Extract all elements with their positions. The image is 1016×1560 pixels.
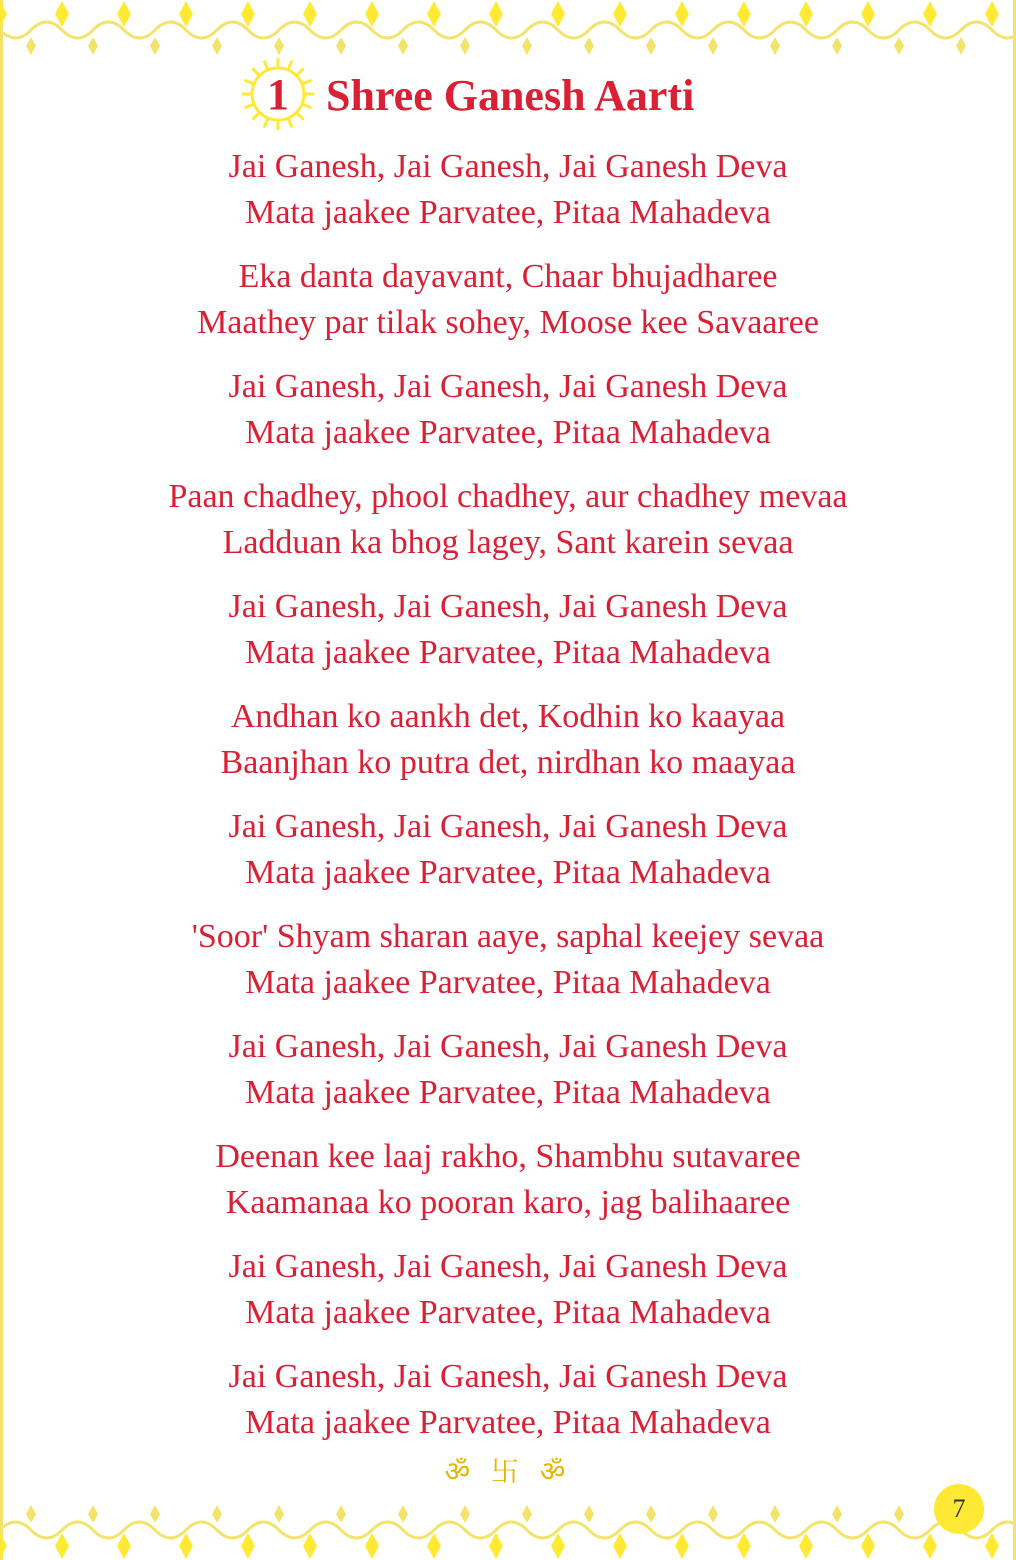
border-diamond (799, 1533, 813, 1559)
border-diamond-small (26, 37, 36, 55)
border-diamond (489, 1533, 503, 1559)
border-diamond-small (460, 1505, 470, 1523)
border-diamond (861, 1, 875, 27)
border-diamond-small (646, 37, 656, 55)
verse (0, 914, 1016, 1006)
border-diamond-small (150, 37, 160, 55)
border-diamond-small (522, 37, 532, 55)
border-diamond (737, 1533, 751, 1559)
border-diamond-small (832, 37, 842, 55)
border-diamond (0, 1, 7, 27)
border-diamond-small (770, 37, 780, 55)
verse-line: Ladduan ka bhog lagey, Sant karein sevaa (222, 524, 794, 561)
page-number-badge (934, 1484, 984, 1534)
verse-line: Jai Ganesh, Jai Ganesh, Jai Ganesh Deva (228, 588, 788, 625)
border-diamond (985, 1, 999, 27)
verse-line: Jai Ganesh, Jai Ganesh, Jai Ganesh Deva (228, 808, 788, 845)
page-number: 7 (952, 1494, 966, 1523)
border-diamond (861, 1533, 875, 1559)
verse (0, 144, 1016, 236)
verse-line: Deenan kee laaj rakho, Shambhu sutavaree (215, 1138, 801, 1175)
border-diamond (675, 1533, 689, 1559)
border-diamond-small (398, 37, 408, 55)
verse-line: Mata jaakee Parvatee, Pitaa Mahadeva (245, 414, 771, 451)
verse-line: Andhan ko aankh det, Kodhin ko kaayaa (230, 698, 786, 735)
verse-line: Maathey par tilak sohey, Moose kee Savaaree (197, 304, 819, 341)
border-diamond-small (274, 37, 284, 55)
verse-line: Mata jaakee Parvatee, Pitaa Mahadeva (245, 854, 771, 891)
border-diamond (0, 1533, 7, 1559)
verse-line: Jai Ganesh, Jai Ganesh, Jai Ganesh Deva (228, 1028, 788, 1065)
border-diamond-small (894, 37, 904, 55)
border-diamond (613, 1, 627, 27)
verse-line: Kaamanaa ko pooran karo, jag balihaaree (225, 1184, 791, 1221)
border-diamond-small (460, 37, 470, 55)
border-diamond-small (584, 1505, 594, 1523)
border-diamond (675, 1, 689, 27)
border-diamond (179, 1, 193, 27)
verse-line: Paan chadhey, phool chadhey, aur chadhey mevaa (168, 478, 848, 515)
verse-line: Mata jaakee Parvatee, Pitaa Mahadeva (245, 634, 771, 671)
verse-line: Eka danta dayavant, Chaar bhujadharee (238, 258, 778, 295)
border-diamond-small (88, 1505, 98, 1523)
border-diamond-small (646, 1505, 656, 1523)
border-diamond (737, 1, 751, 27)
verse-line: Jai Ganesh, Jai Ganesh, Jai Ganesh Deva (228, 1358, 788, 1395)
verse (0, 474, 1016, 566)
verse (0, 364, 1016, 456)
border-diamond (427, 1533, 441, 1559)
border-diamond (365, 1533, 379, 1559)
verse (0, 1024, 1016, 1116)
verse (0, 804, 1016, 896)
verse-line: Mata jaakee Parvatee, Pitaa Mahadeva (245, 194, 771, 231)
border-diamond-small (956, 37, 966, 55)
border-diamond-small (522, 1505, 532, 1523)
border-diamond (365, 1, 379, 27)
border-diamond (551, 1, 565, 27)
border-diamond-small (274, 1505, 284, 1523)
border-diamond (179, 1533, 193, 1559)
border-diamond (923, 1533, 937, 1559)
border-diamond-small (894, 1505, 904, 1523)
verse-line: Mata jaakee Parvatee, Pitaa Mahadeva (245, 1404, 771, 1441)
border-diamond-small (770, 1505, 780, 1523)
verse-line: Jai Ganesh, Jai Ganesh, Jai Ganesh Deva (228, 368, 788, 405)
verse-line: 'Soor' Shyam sharan aaye, saphal keejey sevaa (191, 918, 825, 955)
verse-line: Mata jaakee Parvatee, Pitaa Mahadeva (245, 1294, 771, 1331)
border-diamond-small (336, 1505, 346, 1523)
border-diamond-small (336, 37, 346, 55)
verse (0, 1244, 1016, 1336)
border-wave (0, 1522, 1016, 1538)
border-diamond (117, 1, 131, 27)
verse (0, 694, 1016, 786)
border-diamond-small (708, 1505, 718, 1523)
border-diamond (489, 1, 503, 27)
border-wave (0, 22, 1016, 38)
top-decorative-border (0, 0, 1016, 60)
border-diamond (117, 1533, 131, 1559)
border-diamond (241, 1533, 255, 1559)
border-diamond-small (88, 37, 98, 55)
border-diamond-small (212, 1505, 222, 1523)
border-diamond-small (584, 37, 594, 55)
border-diamond-small (832, 1505, 842, 1523)
border-diamond (799, 1, 813, 27)
heading (0, 58, 1016, 130)
verse-line: Jai Ganesh, Jai Ganesh, Jai Ganesh Deva (228, 148, 788, 185)
verse (0, 584, 1016, 676)
verse-line: Mata jaakee Parvatee, Pitaa Mahadeva (245, 964, 771, 1001)
bottom-decorative-border (0, 1500, 1016, 1560)
border-diamond-small (708, 37, 718, 55)
border-diamond-small (150, 1505, 160, 1523)
verse-line: Jai Ganesh, Jai Ganesh, Jai Ganesh Deva (228, 1248, 788, 1285)
border-diamond-small (26, 1505, 36, 1523)
border-diamond (55, 1, 69, 27)
verse (0, 254, 1016, 346)
border-diamond (303, 1, 317, 27)
border-diamond (985, 1533, 999, 1559)
border-diamond (55, 1533, 69, 1559)
border-diamond (613, 1533, 627, 1559)
verse-line: Baanjhan ko putra det, nirdhan ko maayaa (220, 744, 796, 781)
border-diamond (923, 1, 937, 27)
border-diamond-small (212, 37, 222, 55)
border-diamond (551, 1533, 565, 1559)
page-title: Shree Ganesh Aarti (326, 71, 695, 120)
border-diamond-small (398, 1505, 408, 1523)
om-swastika-ornament: ॐ 卐 ॐ (444, 1455, 572, 1488)
verse (0, 1354, 1016, 1446)
verse-line: Mata jaakee Parvatee, Pitaa Mahadeva (245, 1074, 771, 1111)
border-diamond (241, 1, 255, 27)
verse (0, 1134, 1016, 1226)
border-diamond (303, 1533, 317, 1559)
border-diamond (427, 1, 441, 27)
aarti-number: 1 (267, 69, 289, 119)
